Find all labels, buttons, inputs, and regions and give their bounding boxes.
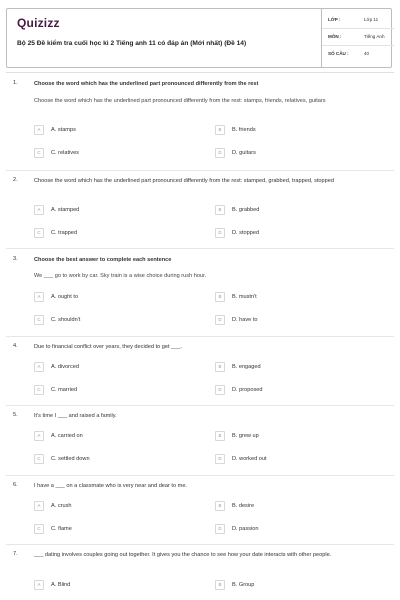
question-text: Due to financial conflict over years, they decided to get ___. bbox=[34, 344, 183, 350]
meta-key: MÔN : bbox=[328, 34, 342, 39]
option-c[interactable] bbox=[34, 148, 214, 160]
option-text: B. grabbed bbox=[232, 207, 260, 213]
option-text: B. engaged bbox=[232, 364, 261, 370]
question-number: 6. bbox=[13, 482, 18, 488]
question-text: ___ dating involves couples going out together. It gives you the chance to see how your date interacts with other people. bbox=[34, 552, 332, 558]
option-b[interactable] bbox=[215, 205, 395, 217]
option-b[interactable] bbox=[215, 362, 395, 374]
divider bbox=[6, 170, 394, 171]
option-text: B. Group bbox=[232, 582, 255, 588]
option-text: A. crush bbox=[51, 503, 72, 509]
option-text: D. passion bbox=[232, 526, 259, 532]
option-d[interactable] bbox=[215, 524, 395, 536]
option-letter-box: B bbox=[215, 125, 225, 135]
question-text: I have a ___ on a classmate who is very near and dear to me. bbox=[34, 483, 187, 489]
option-a[interactable] bbox=[34, 362, 214, 374]
option-c[interactable] bbox=[34, 315, 214, 327]
divider bbox=[6, 336, 394, 337]
option-d[interactable] bbox=[215, 148, 395, 160]
option-text: C. trapped bbox=[51, 230, 78, 236]
option-letter-box: A bbox=[34, 431, 44, 441]
option-c[interactable] bbox=[34, 524, 214, 536]
meta-row-class bbox=[322, 13, 394, 29]
option-text: D. stopped bbox=[232, 230, 260, 236]
option-b[interactable] bbox=[215, 501, 395, 513]
option-d[interactable] bbox=[215, 454, 395, 466]
option-letter-box: B bbox=[215, 501, 225, 511]
option-letter-box: D bbox=[215, 228, 225, 238]
worksheet-header bbox=[6, 8, 392, 68]
option-c[interactable] bbox=[34, 454, 214, 466]
meta-panel bbox=[321, 9, 394, 67]
option-b[interactable] bbox=[215, 431, 395, 443]
meta-key: LỚP : bbox=[328, 17, 341, 22]
option-letter-box: B bbox=[215, 292, 225, 302]
divider bbox=[6, 248, 394, 249]
meta-value: Lớp 11 bbox=[364, 17, 379, 22]
option-letter-box: A bbox=[34, 362, 44, 372]
option-b[interactable] bbox=[215, 125, 395, 137]
option-text: A. stamped bbox=[51, 207, 80, 213]
option-text: D. proposed bbox=[232, 387, 263, 393]
question-text: It's time I ___ and raised a family. bbox=[34, 413, 117, 419]
option-text: C. flame bbox=[51, 526, 72, 532]
meta-row-subject bbox=[322, 30, 394, 46]
option-text: C. shouldn't bbox=[51, 317, 81, 323]
option-text: A. divorced bbox=[51, 364, 79, 370]
option-letter-box: D bbox=[215, 524, 225, 534]
divider bbox=[6, 475, 394, 476]
option-text: A. Blind bbox=[51, 582, 71, 588]
quizizz-logo: Quizizz bbox=[17, 16, 60, 30]
option-a[interactable] bbox=[34, 501, 214, 513]
option-letter-box: B bbox=[215, 362, 225, 372]
meta-value: 40 bbox=[364, 51, 370, 56]
option-b[interactable] bbox=[215, 292, 395, 304]
option-letter-box: D bbox=[215, 454, 225, 464]
worksheet-title: Bộ 25 Đề kiểm tra cuối học kì 2 Tiếng anh 11 có đáp án (Mới nhất) (Đề 14) bbox=[17, 40, 247, 47]
option-text: A. stamps bbox=[51, 127, 76, 133]
option-letter-box: C bbox=[34, 148, 44, 158]
option-letter-box: C bbox=[34, 524, 44, 534]
question-subtext: Choose the word which has the underlined part pronounced differently from the rest: stamps, friends, relatives, guitars bbox=[34, 98, 326, 104]
meta-row-count bbox=[322, 47, 394, 62]
option-a[interactable] bbox=[34, 292, 214, 304]
question-number: 5. bbox=[13, 412, 18, 418]
option-letter-box: B bbox=[215, 580, 225, 590]
option-letter-box: A bbox=[34, 501, 44, 511]
question-text: Choose the word which has the underlined part pronounced differently from the rest bbox=[34, 81, 259, 87]
question-subtext: We ___ go to work by car. Sky train is a wise choice during rush hour. bbox=[34, 273, 207, 279]
question-text: Choose the best answer to complete each sentence bbox=[34, 257, 172, 263]
option-letter-box: D bbox=[215, 148, 225, 158]
option-text: D. worked out bbox=[232, 456, 267, 462]
divider bbox=[6, 405, 394, 406]
question-text: Choose the word which has the underlined part pronounced differently from the rest: stamped, grabbed, trapped, stopped bbox=[34, 178, 334, 184]
option-text: B. mustn't bbox=[232, 294, 257, 300]
question-number: 3. bbox=[13, 256, 18, 262]
option-text: D. guitars bbox=[232, 150, 256, 156]
option-text: B. desire bbox=[232, 503, 255, 509]
divider bbox=[6, 72, 394, 73]
option-letter-box: B bbox=[215, 431, 225, 441]
option-d[interactable] bbox=[215, 228, 395, 240]
option-text: C. relatives bbox=[51, 150, 79, 156]
meta-value: Tiếng Anh bbox=[364, 34, 385, 39]
option-a[interactable] bbox=[34, 580, 214, 592]
option-letter-box: A bbox=[34, 125, 44, 135]
option-text: C. settled down bbox=[51, 456, 90, 462]
option-c[interactable] bbox=[34, 385, 214, 397]
option-text: A. ought to bbox=[51, 294, 79, 300]
option-letter-box: C bbox=[34, 454, 44, 464]
option-a[interactable] bbox=[34, 125, 214, 137]
option-text: D. have to bbox=[232, 317, 258, 323]
option-text: A. carried on bbox=[51, 433, 83, 439]
option-a[interactable] bbox=[34, 205, 214, 217]
option-text: B. friends bbox=[232, 127, 256, 133]
option-letter-box: A bbox=[34, 205, 44, 215]
option-letter-box: A bbox=[34, 292, 44, 302]
option-text: C. married bbox=[51, 387, 78, 393]
question-number: 2. bbox=[13, 177, 18, 183]
question-number: 4. bbox=[13, 343, 18, 349]
option-letter-box: D bbox=[215, 385, 225, 395]
option-letter-box: C bbox=[34, 385, 44, 395]
option-b[interactable] bbox=[215, 580, 395, 592]
option-a[interactable] bbox=[34, 431, 214, 443]
option-c[interactable] bbox=[34, 228, 214, 240]
option-letter-box: B bbox=[215, 205, 225, 215]
option-d[interactable] bbox=[215, 385, 395, 397]
meta-key: SỐ CÂU : bbox=[328, 51, 349, 56]
question-number: 7. bbox=[13, 551, 18, 557]
option-letter-box: D bbox=[215, 315, 225, 325]
divider bbox=[6, 544, 394, 545]
option-letter-box: C bbox=[34, 228, 44, 238]
option-text: B. grew up bbox=[232, 433, 259, 439]
option-d[interactable] bbox=[215, 315, 395, 327]
option-letter-box: A bbox=[34, 580, 44, 590]
option-letter-box: C bbox=[34, 315, 44, 325]
question-number: 1. bbox=[13, 80, 18, 86]
